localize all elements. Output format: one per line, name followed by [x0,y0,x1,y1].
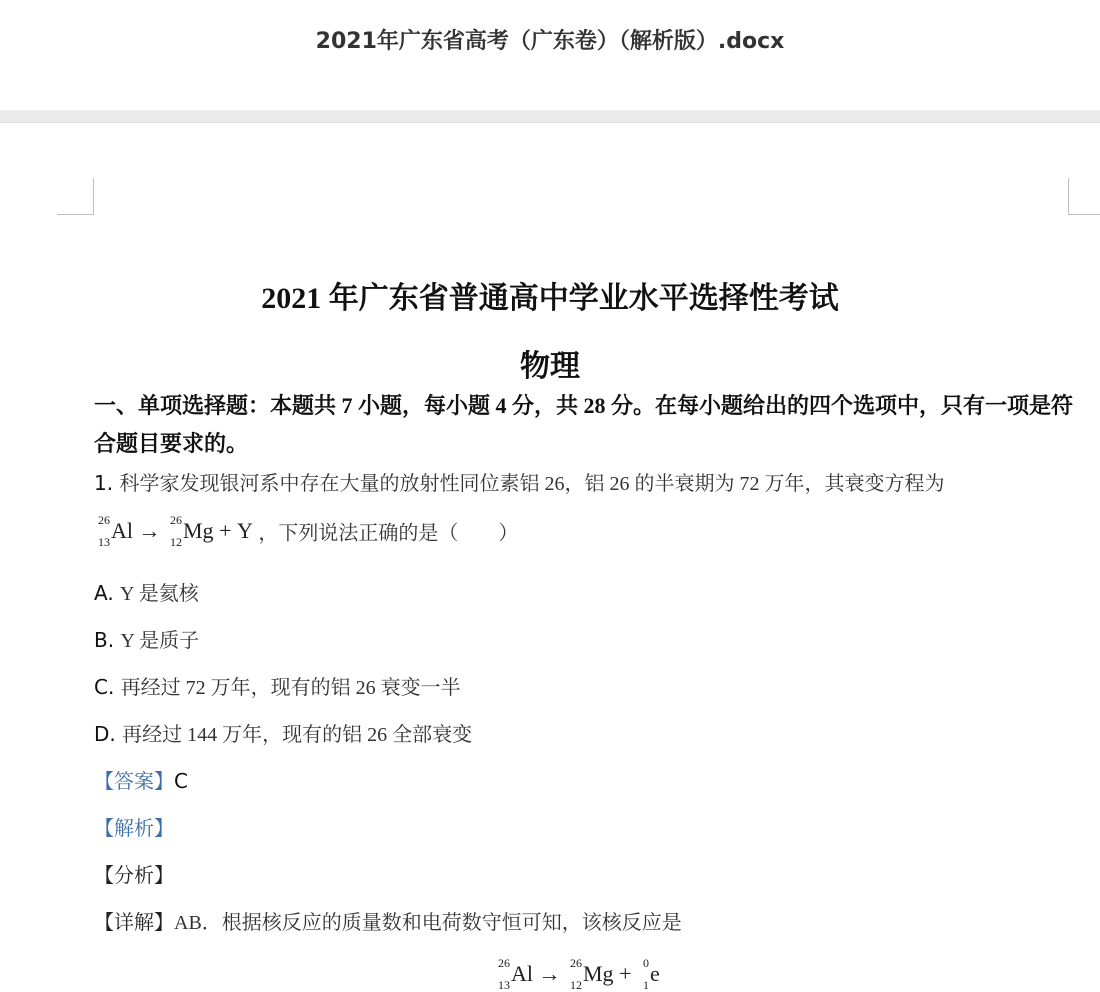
answer-line [94,767,188,795]
symbol-al: Al [111,518,133,543]
answer-tag: 【答案】 [94,769,174,793]
plus-symbol: + [219,518,232,543]
detail-text: AB．根据核反应的质量数和电荷数守恒可知，该核反应是 [174,912,682,934]
nuclide-e-indices: 0 1 [642,956,649,992]
detail-tag: 【详解】 [94,910,174,934]
option-c[interactable]: C. 再经过 72 万年，现有的铝 26 衰变一半 [94,675,461,699]
question-text: 科学家发现银河系中存在大量的放射性同位素铝 26，铝 26 的半衰期为 72 万年，其衰变方程为 [119,473,945,495]
arrow-symbol: → [138,518,161,543]
reaction-equation: 26 13 Al → 26 12 Mg + 0 1 e [494,957,660,991]
toolbar-separator [0,110,1100,123]
question-prompt: ，下列说法正确的是（ ） [258,522,519,545]
answer-value: C [174,769,188,793]
nuclide-al-indices-2: 26 13 [498,956,510,992]
symbol-mg: Mg [183,518,214,543]
fenxi-line [94,861,174,889]
decay-equation-line [94,514,518,548]
window-title-bar [0,0,1100,110]
subject-title: 物理 [520,350,580,383]
option-d[interactable]: D. 再经过 144 万年，现有的铝 26 全部衰变 [94,722,473,746]
symbol-y: Y [236,518,253,543]
margin-corner-top-left [57,178,94,215]
document-page[interactable] [0,123,1100,990]
fenxi-tag: 【分析】 [94,863,174,887]
margin-corner-top-right [1068,178,1100,215]
question-1 [94,469,944,498]
detail-line [94,908,682,937]
exam-title: 2021 年广东省普通高中学业水平选择性考试 [261,282,839,315]
analysis-tag: 【解析】 [94,816,174,840]
option-b[interactable]: B. Y 是质子 [94,628,200,652]
document-filename: 2021年广东省高考（广东卷）（解析版）.docx [315,29,785,54]
nuclide-al-indices: 26 13 [98,513,110,549]
question-number: 1. [94,471,114,495]
nuclide-mg-indices-2: 26 12 [570,956,582,992]
section-heading: 一、单项选择题：本题共 7 小题，每小题 4 分，共 28 分。在每小题给出的四个选项中，只有一项是符合题目要求的。 [94,393,1074,456]
option-a[interactable]: A. Y 是氦核 [94,581,199,605]
analysis-line [94,814,174,842]
nuclide-mg-indices: 26 12 [170,513,182,549]
